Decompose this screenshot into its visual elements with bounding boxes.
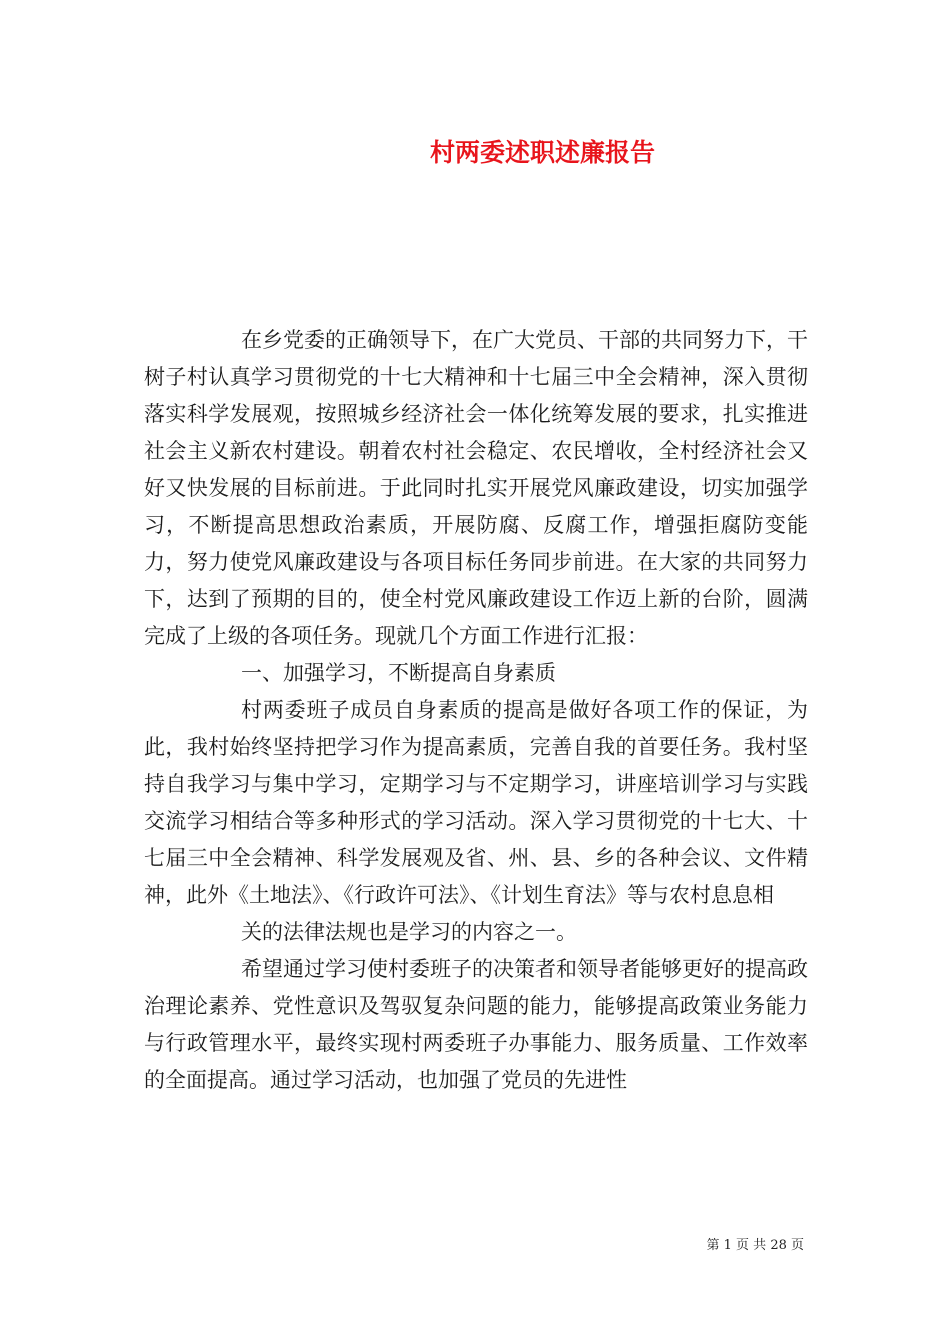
paragraph-intro: 在乡党委的正确领导下，在广大党员、干部的共同努力下，干树子村认真学习贯彻党的十七大精神和十七届三中全会精神，深入贯彻落实科学发展观，按照城乡经济社会一体化统筹发展的要求，扎实推进社会主义新农村建设。朝着农村社会稳定、农民增收，全村经济社会又好又快发展的目标前进。于此同时扎实开展党风廉政建设，切实加强学习，不断提高思想政治素质，开展防腐、反腐工作，增强拒腐防变能力，努力使党风廉政建设与各项目标任务同步前进。在大家的共同努力下，达到了预期的目的，使全村党风廉政建设工作迈上新的台阶，圆满完成了上级的各项任务。现就几个方面工作进行汇报： xyxy=(144,328,808,648)
section-heading-1: 一、加强学习，不断提高自身素质 xyxy=(241,661,556,685)
document-title: 村两委述职述廉报告 xyxy=(429,138,655,167)
document-body xyxy=(144,322,808,1099)
page-footer: 第 1 页 共 28 页 xyxy=(706,1238,804,1253)
paragraph-section-1: 村两委班子成员自身素质的提高是做好各项工作的保证，为此，我村始终坚持把学习作为提高素质，完善自我的首要任务。我村坚持自我学习与集中学习，定期学习与不定期学习，讲座培训学习与实践交流学习相结合等多种形式的学习活动。深入学习贯彻党的十七大、十七届三中全会精神、科学发展观及省、州、县、乡的各种会议、文件精神，此外《土地法》、《行政许可法》、《计划生育法》等与农村息息相 xyxy=(144,698,808,907)
paragraph-continuation: 关的法律法规也是学习的内容之一。 xyxy=(241,920,577,944)
paragraph-goals: 希望通过学习使村委班子的决策者和领导者能够更好的提高政治理论素养、党性意识及驾驭复杂问题的能力，能够提高政策业务能力与行政管理水平，最终实现村两委班子办事能力、服务质量、工作效率的全面提高。通过学习活动，也加强了党员的先进性 xyxy=(144,957,808,1092)
